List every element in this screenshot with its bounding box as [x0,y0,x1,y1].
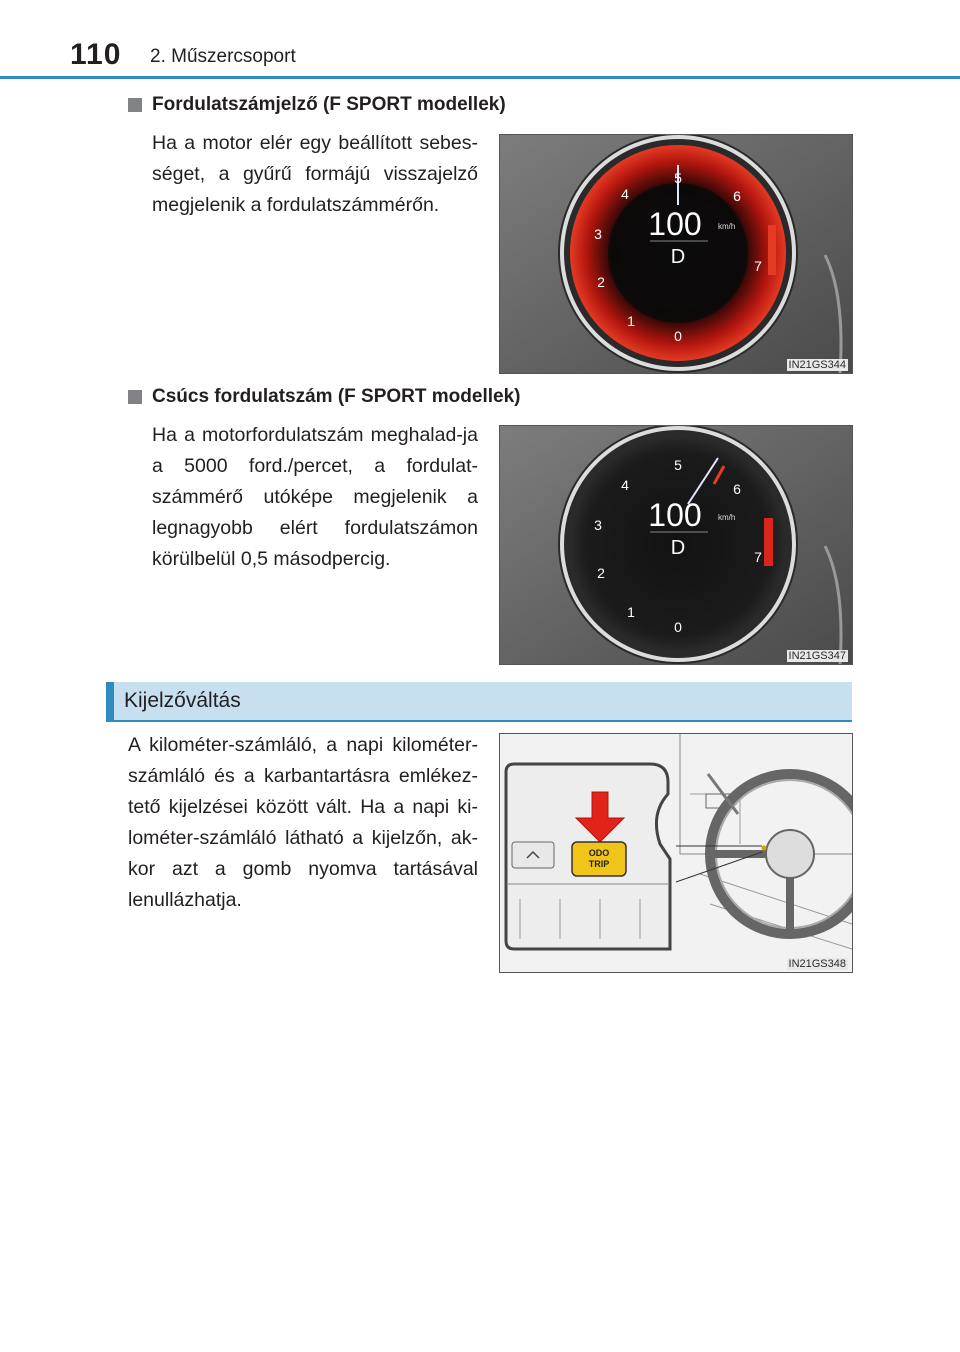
section-heading-tachometer [128,94,506,116]
tachometer-ring-illustration [500,135,852,373]
svg-text:0: 0 [674,328,682,344]
section-text-tachometer: Ha a motor elér egy beállított sebes-séget, a gyűrű formájú visszajelző megjelenik a fordulatszámmérőn. [152,132,478,216]
section-text-display-switch: A kilométer-számláló, a napi kilométer-számláló és a karbantartásra emlékez-tető kijelzései között vált. Ha a napi ki-lométer-számláló látható a kijelzőn, ak-kor azt a gomb nyomva tartásával lenullázhatja. [128,734,478,911]
figure-tachometer-ring [499,134,853,374]
section-title: Fordulatszámjelző (F SPORT modellek) [152,94,506,115]
svg-text:1: 1 [627,313,635,329]
svg-text:7: 7 [754,549,762,565]
banner-accent [106,682,114,720]
banner-title: Kijelzőváltás [124,689,241,712]
banner-rule [106,720,852,722]
svg-text:1: 1 [627,604,635,620]
trip-label: TRIP [588,859,610,869]
svg-text:4: 4 [621,477,629,493]
section-heading-peak-rpm [128,386,520,408]
peak-rpm-illustration [500,426,852,664]
page-header [0,0,960,80]
svg-text:km/h: km/h [718,222,736,231]
svg-text:6: 6 [733,481,741,497]
odo-label: ODO [588,848,610,858]
figure-code: IN21GS344 [788,359,846,371]
svg-text:100: 100 [648,497,702,533]
square-bullet-icon [128,98,142,112]
figure-peak-rpm [499,425,853,665]
svg-text:5: 5 [674,170,682,186]
svg-text:0: 0 [674,619,682,635]
svg-text:4: 4 [621,186,629,202]
svg-text:D: D [670,537,686,559]
figure-code: IN21GS348 [788,958,846,970]
svg-text:7: 7 [754,258,762,274]
figure-code: IN21GS347 [788,650,846,662]
square-bullet-icon [128,390,142,404]
svg-text:km/h: km/h [718,513,736,522]
svg-text:3: 3 [594,226,602,242]
svg-text:6: 6 [733,188,741,204]
svg-text:100: 100 [648,206,702,242]
section-title: Csúcs fordulatszám (F SPORT modellek) [152,386,521,407]
section-banner [106,682,852,720]
svg-text:5: 5 [674,457,682,473]
svg-text:D: D [670,246,686,268]
svg-text:2: 2 [597,274,605,290]
svg-text:2: 2 [597,565,605,581]
figure-odo-trip-button [499,733,853,973]
page-number: 110 [70,38,122,71]
header-rule [0,76,960,79]
svg-text:3: 3 [594,517,602,533]
section-text-peak-rpm: Ha a motorfordulatszám meghalad-ja a 5000 ford./percet, a fordulat-számmérő utóképe megjelenik a legnagyobb elért fordulatszámon körülbelül 0,5 másodpercig. [152,424,478,570]
odo-trip-illustration [500,734,852,972]
chapter-title: 2. Műszercsoport [150,46,296,67]
